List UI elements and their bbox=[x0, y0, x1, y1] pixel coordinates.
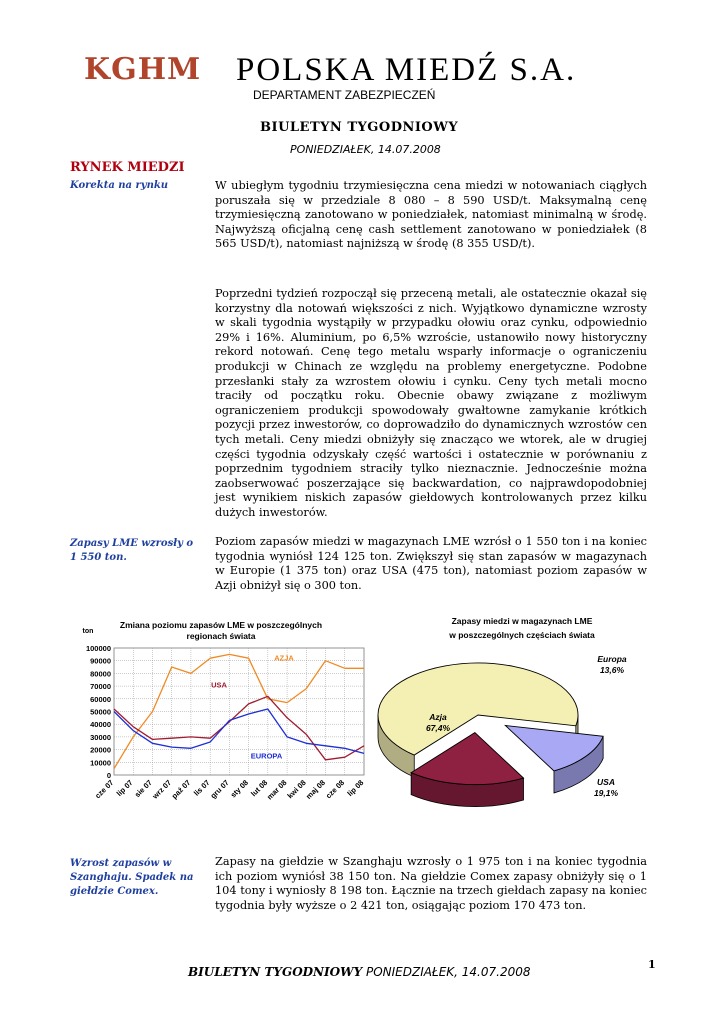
bulletin-title: BIULETYN TYGODNIOWY bbox=[260, 120, 459, 135]
y-tick-label: 40000 bbox=[90, 720, 111, 730]
footer-date: PONIEDZIAŁEK, 14.07.2008 bbox=[365, 965, 531, 979]
pie-chart-lme-regions bbox=[370, 615, 670, 810]
page-number: 1 bbox=[648, 958, 656, 971]
x-tick-label: lip 07 bbox=[114, 778, 135, 798]
company-name: POLSKA MIEDŹ S.A. bbox=[236, 52, 577, 88]
x-tick-label: lis 07 bbox=[191, 778, 212, 798]
paragraph-text: Poprzedni tydzień rozpoczął się przeceną metali, ale ostatecznie okazał się korzystny dla notowań większości z nich. Wyjątkowo dynamiczne wzrosty w skali tygodnia wystąpiły w przypadku ołowiu oraz cynku, odpowiednio 29% i 16%. Aluminium, po 6,5% wzroście, ustanowiło nowy historyczny rekord notowań. Cenę tego metalu wsparły informacje o ograniczeniu produkcji w Chinach ze względu na problemy energetyczne. Podobne przesłanki stały za wzrostem ołowiu i cynku. Ceny tych metali mocno traciły od początku roku. Obecnie obawy związane z możliwym ograniczeniem produkcji spowodowały gwałtowne zamykanie krótkich pozycji przez inwestorów, co doprowadziło do dynamicznych wzrostów cen tych metali. Ceny miedzi obniżyły się znacząco we wtorek, ale w drugiej części tygodnia odzyskały część wartości i ostatecznie w porównaniu z poprzednim tygodniem straciły tylko nieznacznie. Jednocześnie można zaobserwować poszerzające się backwardation, co najprawdopodobniej jest wynikiem niskich zapasów giełdowych kontrolowanych przez kilku dużych inwestorów. bbox=[215, 287, 647, 519]
side-label-szanghaj: Wzrost zapasów w Szanghaju. Spadek na giełdzie Comex. bbox=[70, 858, 194, 897]
paragraph-korekta bbox=[215, 179, 647, 252]
y-tick-label: 60000 bbox=[90, 694, 111, 704]
line-chart-lme-stocks bbox=[66, 618, 376, 848]
x-tick-label: gru 07 bbox=[208, 778, 231, 801]
pie-label-europa: Europa 13,6% bbox=[597, 654, 627, 675]
x-tick-label: cze 08 bbox=[323, 778, 347, 801]
x-tick-label: maj 08 bbox=[304, 778, 327, 801]
line-chart-ylabel: ton bbox=[82, 628, 94, 635]
pie-label-azja: Azja 67,4% bbox=[425, 712, 451, 733]
y-tick-label: 20000 bbox=[90, 745, 111, 755]
y-tick-label: 30000 bbox=[90, 732, 111, 742]
pie-label-usa: USA 19,1% bbox=[593, 777, 619, 798]
section-title: RYNEK MIEDZI bbox=[70, 160, 185, 175]
y-tick-label: 100000 bbox=[85, 644, 111, 653]
logo-kghm: KGHM bbox=[84, 52, 202, 87]
x-tick-label: mar 08 bbox=[265, 778, 289, 802]
paragraph-zapasy-lme bbox=[215, 535, 647, 593]
x-tick-label: lip 08 bbox=[345, 778, 366, 798]
side-label-korekta: Korekta na rynku bbox=[70, 180, 169, 191]
line-chart-title: Zmiana poziomu zapasów LME w poszczególnych regionach świata bbox=[119, 620, 323, 641]
paragraph-text: Zapasy na giełdzie w Szanghaju wzrosły o 1 975 ton i na koniec tygodnia ich poziom wyniósł 38 150 ton. Na giełdzie Comex zapasy obniżyły się o 1 104 tony i wyniosły 8 198 ton. Łącznie na trzech giełdach zapasy na koniec tygodnia były wyższe o 2 421 ton, osiągając poziom 170 473 ton. bbox=[215, 855, 647, 912]
series-label-usa: USA bbox=[211, 680, 227, 690]
y-tick-label: 0 bbox=[106, 771, 111, 780]
x-tick-label: kwi 08 bbox=[285, 778, 308, 801]
y-tick-label: 70000 bbox=[90, 682, 111, 692]
x-tick-label: sty 08 bbox=[228, 778, 251, 800]
y-tick-label: 80000 bbox=[90, 669, 111, 679]
footer-title: BIULETYN TYGODNIOWY bbox=[188, 965, 363, 979]
paragraph-text: W ubiegłym tygodniu trzymiesięczna cena miedzi w notowaniach ciągłych poruszała się w przedziale 8 080 – 8 590 USD/t. Maksymalną cenę trzymiesięczną zanotowano w poniedziałek, natomiast minimalną w środę. Najwyższą oficjalną cenę cash settlement zanotowano w poniedziałek (8 565 USD/t), natomiast najniższą w środę (8 355 USD/t). bbox=[215, 179, 647, 251]
x-tick-label: paź 07 bbox=[169, 778, 193, 801]
footer bbox=[188, 965, 531, 979]
x-tick-label: cze 07 bbox=[93, 778, 116, 801]
paragraph-szanghaj bbox=[215, 855, 647, 913]
pie-chart-title: Zapasy miedzi w magazynach LME w poszczególnych częściach świata bbox=[449, 616, 595, 640]
x-tick-label: wrz 07 bbox=[150, 778, 174, 801]
y-tick-label: 50000 bbox=[90, 707, 111, 717]
y-tick-label: 90000 bbox=[90, 656, 111, 666]
x-tick-label: sie 07 bbox=[132, 778, 154, 800]
bulletin-date: PONIEDZIAŁEK, 14.07.2008 bbox=[290, 143, 441, 156]
x-tick-label: lut 08 bbox=[249, 778, 270, 799]
side-label-zapasy-lme: Zapasy LME wzrosły o 1 550 ton. bbox=[70, 538, 194, 563]
paragraph-text: Poziom zapasów miedzi w magazynach LME wzrósł o 1 550 ton i na koniec tygodnia wyniósł 124 125 ton. Zwiększył się stan zapasów w magazynach w Europie (1 375 ton) oraz USA (475 ton), natomiast poziom zapasów w Azji obniżył się o 300 ton. bbox=[215, 535, 647, 592]
department: DEPARTAMENT ZABEZPIECZEŃ bbox=[253, 88, 436, 102]
series-label-azja: AZJA bbox=[274, 653, 294, 663]
y-tick-label: 10000 bbox=[90, 758, 111, 768]
series-label-europa: EUROPA bbox=[250, 751, 283, 761]
paragraph-market bbox=[215, 287, 647, 521]
